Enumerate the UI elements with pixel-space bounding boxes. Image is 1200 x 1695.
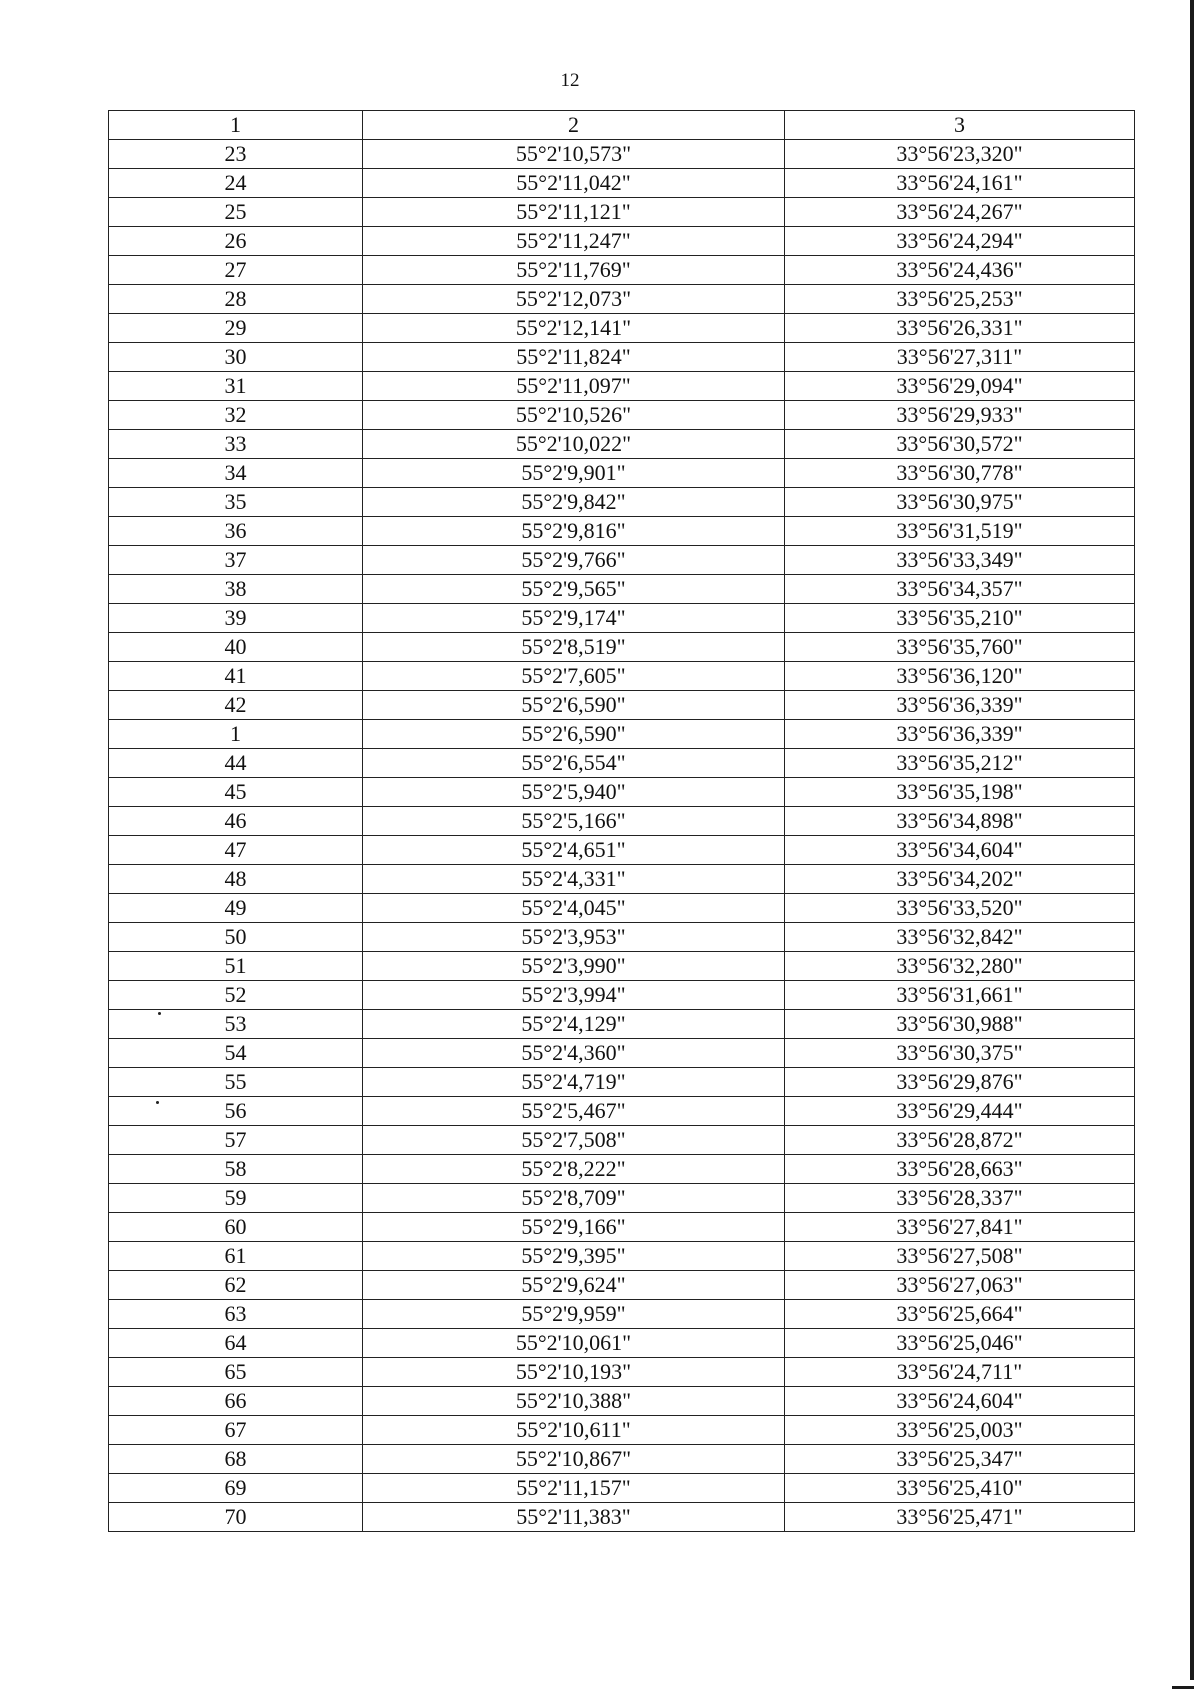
longitude-cell: 33°56'33,349" — [785, 546, 1135, 575]
longitude-cell: 33°56'24,436" — [785, 256, 1135, 285]
page-edge-shadow — [1190, 0, 1194, 1680]
table-row — [109, 1387, 1135, 1416]
longitude-cell: 33°56'27,311" — [785, 343, 1135, 372]
point-number-cell: 23 — [109, 140, 363, 169]
table-header-row — [109, 111, 1135, 140]
table-row — [109, 1242, 1135, 1271]
point-number-cell: 51 — [109, 952, 363, 981]
table-row — [109, 1097, 1135, 1126]
latitude-cell: 55°2'11,769" — [363, 256, 785, 285]
latitude-cell: 55°2'11,121" — [363, 198, 785, 227]
longitude-cell: 33°56'24,267" — [785, 198, 1135, 227]
point-number-cell: 64 — [109, 1329, 363, 1358]
latitude-cell: 55°2'3,953" — [363, 923, 785, 952]
latitude-cell: 55°2'9,901" — [363, 459, 785, 488]
table-row — [109, 952, 1135, 981]
point-number-cell: 30 — [109, 343, 363, 372]
point-number-cell: 53 — [109, 1010, 363, 1039]
latitude-cell: 55°2'10,526" — [363, 401, 785, 430]
point-number-cell: 58 — [109, 1155, 363, 1184]
latitude-cell: 55°2'12,141" — [363, 314, 785, 343]
longitude-cell: 33°56'36,339" — [785, 720, 1135, 749]
latitude-cell: 55°2'4,129" — [363, 1010, 785, 1039]
latitude-cell: 55°2'11,247" — [363, 227, 785, 256]
longitude-cell: 33°56'25,046" — [785, 1329, 1135, 1358]
table-row — [109, 1184, 1135, 1213]
table-body — [109, 140, 1135, 1532]
longitude-cell: 33°56'27,063" — [785, 1271, 1135, 1300]
table-row — [109, 430, 1135, 459]
point-number-cell: 66 — [109, 1387, 363, 1416]
point-number-cell: 24 — [109, 169, 363, 198]
table-row — [109, 720, 1135, 749]
latitude-cell: 55°2'9,624" — [363, 1271, 785, 1300]
point-number-cell: 55 — [109, 1068, 363, 1097]
longitude-cell: 33°56'36,339" — [785, 691, 1135, 720]
latitude-cell: 55°2'5,467" — [363, 1097, 785, 1126]
point-number-cell: 44 — [109, 749, 363, 778]
latitude-cell: 55°2'8,709" — [363, 1184, 785, 1213]
longitude-cell: 33°56'25,253" — [785, 285, 1135, 314]
latitude-cell: 55°2'8,222" — [363, 1155, 785, 1184]
latitude-cell: 55°2'9,174" — [363, 604, 785, 633]
longitude-cell: 33°56'28,337" — [785, 1184, 1135, 1213]
table-row — [109, 1503, 1135, 1532]
table-row — [109, 1358, 1135, 1387]
table-row — [109, 1416, 1135, 1445]
point-number-cell: 1 — [109, 720, 363, 749]
longitude-cell: 33°56'35,760" — [785, 633, 1135, 662]
table-row — [109, 923, 1135, 952]
point-number-cell: 42 — [109, 691, 363, 720]
point-number-cell: 33 — [109, 430, 363, 459]
latitude-cell: 55°2'4,331" — [363, 865, 785, 894]
longitude-cell: 33°56'36,120" — [785, 662, 1135, 691]
longitude-cell: 33°56'30,975" — [785, 488, 1135, 517]
latitude-cell: 55°2'4,045" — [363, 894, 785, 923]
point-number-cell: 41 — [109, 662, 363, 691]
longitude-cell: 33°56'29,933" — [785, 401, 1135, 430]
table-row — [109, 1155, 1135, 1184]
longitude-cell: 33°56'35,198" — [785, 778, 1135, 807]
longitude-cell: 33°56'28,663" — [785, 1155, 1135, 1184]
point-number-cell: 39 — [109, 604, 363, 633]
table-row — [109, 227, 1135, 256]
longitude-cell: 33°56'34,604" — [785, 836, 1135, 865]
coordinates-table — [108, 110, 1135, 1532]
latitude-cell: 55°2'5,940" — [363, 778, 785, 807]
longitude-cell: 33°56'29,876" — [785, 1068, 1135, 1097]
point-number-cell: 65 — [109, 1358, 363, 1387]
latitude-cell: 55°2'9,166" — [363, 1213, 785, 1242]
scan-speck — [156, 1101, 159, 1104]
latitude-cell: 55°2'11,824" — [363, 343, 785, 372]
point-number-cell: 29 — [109, 314, 363, 343]
table-row — [109, 836, 1135, 865]
table-row — [109, 981, 1135, 1010]
longitude-cell: 33°56'33,520" — [785, 894, 1135, 923]
longitude-cell: 33°56'27,508" — [785, 1242, 1135, 1271]
point-number-cell: 54 — [109, 1039, 363, 1068]
point-number-cell: 62 — [109, 1271, 363, 1300]
table-row — [109, 517, 1135, 546]
point-number-cell: 60 — [109, 1213, 363, 1242]
table-row — [109, 459, 1135, 488]
point-number-cell: 59 — [109, 1184, 363, 1213]
latitude-cell: 55°2'10,061" — [363, 1329, 785, 1358]
table-row — [109, 1039, 1135, 1068]
table-row — [109, 169, 1135, 198]
point-number-cell: 36 — [109, 517, 363, 546]
table-row — [109, 691, 1135, 720]
latitude-cell: 55°2'10,867" — [363, 1445, 785, 1474]
longitude-cell: 33°56'25,471" — [785, 1503, 1135, 1532]
latitude-cell: 55°2'10,573" — [363, 140, 785, 169]
page-number: 12 — [560, 70, 580, 91]
latitude-cell: 55°2'11,157" — [363, 1474, 785, 1503]
table-row — [109, 140, 1135, 169]
latitude-cell: 55°2'9,766" — [363, 546, 785, 575]
table-row — [109, 633, 1135, 662]
latitude-cell: 55°2'11,383" — [363, 1503, 785, 1532]
longitude-cell: 33°56'26,331" — [785, 314, 1135, 343]
longitude-cell: 33°56'27,841" — [785, 1213, 1135, 1242]
point-number-cell: 32 — [109, 401, 363, 430]
longitude-cell: 33°56'32,280" — [785, 952, 1135, 981]
table-row — [109, 807, 1135, 836]
table-row — [109, 604, 1135, 633]
point-number-cell: 28 — [109, 285, 363, 314]
longitude-cell: 33°56'30,988" — [785, 1010, 1135, 1039]
point-number-cell: 67 — [109, 1416, 363, 1445]
point-number-cell: 69 — [109, 1474, 363, 1503]
longitude-cell: 33°56'24,711" — [785, 1358, 1135, 1387]
table-row — [109, 343, 1135, 372]
longitude-cell: 33°56'35,210" — [785, 604, 1135, 633]
latitude-cell: 55°2'9,959" — [363, 1300, 785, 1329]
latitude-cell: 55°2'11,097" — [363, 372, 785, 401]
table-row — [109, 546, 1135, 575]
point-number-cell: 47 — [109, 836, 363, 865]
longitude-cell: 33°56'31,519" — [785, 517, 1135, 546]
table-row — [109, 749, 1135, 778]
table-row — [109, 1213, 1135, 1242]
latitude-cell: 55°2'6,554" — [363, 749, 785, 778]
table-row — [109, 1271, 1135, 1300]
table-row — [109, 1329, 1135, 1358]
point-number-cell: 45 — [109, 778, 363, 807]
point-number-cell: 38 — [109, 575, 363, 604]
longitude-cell: 33°56'31,661" — [785, 981, 1135, 1010]
longitude-cell: 33°56'30,375" — [785, 1039, 1135, 1068]
table-row — [109, 256, 1135, 285]
table-row — [109, 401, 1135, 430]
longitude-cell: 33°56'25,410" — [785, 1474, 1135, 1503]
latitude-cell: 55°2'3,994" — [363, 981, 785, 1010]
latitude-cell: 55°2'10,022" — [363, 430, 785, 459]
latitude-cell: 55°2'10,388" — [363, 1387, 785, 1416]
longitude-cell: 33°56'25,664" — [785, 1300, 1135, 1329]
point-number-cell: 40 — [109, 633, 363, 662]
latitude-cell: 55°2'4,651" — [363, 836, 785, 865]
header-col-3: 3 — [785, 111, 1135, 140]
table-row — [109, 662, 1135, 691]
point-number-cell: 63 — [109, 1300, 363, 1329]
latitude-cell: 55°2'10,193" — [363, 1358, 785, 1387]
point-number-cell: 49 — [109, 894, 363, 923]
latitude-cell: 55°2'3,990" — [363, 952, 785, 981]
longitude-cell: 33°56'29,444" — [785, 1097, 1135, 1126]
table-row — [109, 1474, 1135, 1503]
point-number-cell: 31 — [109, 372, 363, 401]
longitude-cell: 33°56'24,294" — [785, 227, 1135, 256]
longitude-cell: 33°56'23,320" — [785, 140, 1135, 169]
point-number-cell: 70 — [109, 1503, 363, 1532]
table-row — [109, 1300, 1135, 1329]
longitude-cell: 33°56'30,572" — [785, 430, 1135, 459]
table-row — [109, 1010, 1135, 1039]
latitude-cell: 55°2'4,360" — [363, 1039, 785, 1068]
header-col-1: 1 — [109, 111, 363, 140]
latitude-cell: 55°2'6,590" — [363, 720, 785, 749]
point-number-cell: 25 — [109, 198, 363, 227]
latitude-cell: 55°2'9,395" — [363, 1242, 785, 1271]
longitude-cell: 33°56'34,202" — [785, 865, 1135, 894]
longitude-cell: 33°56'35,212" — [785, 749, 1135, 778]
longitude-cell: 33°56'24,161" — [785, 169, 1135, 198]
point-number-cell: 56 — [109, 1097, 363, 1126]
longitude-cell: 33°56'34,357" — [785, 575, 1135, 604]
table-row — [109, 314, 1135, 343]
point-number-cell: 26 — [109, 227, 363, 256]
table-row — [109, 865, 1135, 894]
latitude-cell: 55°2'9,842" — [363, 488, 785, 517]
latitude-cell: 55°2'8,519" — [363, 633, 785, 662]
scan-speck — [158, 1012, 161, 1015]
table-row — [109, 488, 1135, 517]
point-number-cell: 37 — [109, 546, 363, 575]
longitude-cell: 33°56'25,003" — [785, 1416, 1135, 1445]
table-row — [109, 778, 1135, 807]
table-row — [109, 575, 1135, 604]
table-row — [109, 285, 1135, 314]
longitude-cell: 33°56'28,872" — [785, 1126, 1135, 1155]
latitude-cell: 55°2'9,565" — [363, 575, 785, 604]
table-row — [109, 372, 1135, 401]
header-col-2: 2 — [363, 111, 785, 140]
latitude-cell: 55°2'12,073" — [363, 285, 785, 314]
longitude-cell: 33°56'30,778" — [785, 459, 1135, 488]
point-number-cell: 68 — [109, 1445, 363, 1474]
latitude-cell: 55°2'5,166" — [363, 807, 785, 836]
longitude-cell: 33°56'25,347" — [785, 1445, 1135, 1474]
latitude-cell: 55°2'6,590" — [363, 691, 785, 720]
point-number-cell: 46 — [109, 807, 363, 836]
point-number-cell: 27 — [109, 256, 363, 285]
point-number-cell: 61 — [109, 1242, 363, 1271]
latitude-cell: 55°2'10,611" — [363, 1416, 785, 1445]
latitude-cell: 55°2'11,042" — [363, 169, 785, 198]
latitude-cell: 55°2'4,719" — [363, 1068, 785, 1097]
table-row — [109, 1068, 1135, 1097]
longitude-cell: 33°56'29,094" — [785, 372, 1135, 401]
table-row — [109, 1445, 1135, 1474]
longitude-cell: 33°56'24,604" — [785, 1387, 1135, 1416]
table-row — [109, 894, 1135, 923]
point-number-cell: 35 — [109, 488, 363, 517]
point-number-cell: 48 — [109, 865, 363, 894]
latitude-cell: 55°2'7,508" — [363, 1126, 785, 1155]
latitude-cell: 55°2'9,816" — [363, 517, 785, 546]
point-number-cell: 50 — [109, 923, 363, 952]
longitude-cell: 33°56'32,842" — [785, 923, 1135, 952]
latitude-cell: 55°2'7,605" — [363, 662, 785, 691]
point-number-cell: 52 — [109, 981, 363, 1010]
point-number-cell: 34 — [109, 459, 363, 488]
longitude-cell: 33°56'34,898" — [785, 807, 1135, 836]
point-number-cell: 57 — [109, 1126, 363, 1155]
page-edge-shadow-foot — [1172, 1686, 1194, 1689]
table-row — [109, 1126, 1135, 1155]
table-row — [109, 198, 1135, 227]
